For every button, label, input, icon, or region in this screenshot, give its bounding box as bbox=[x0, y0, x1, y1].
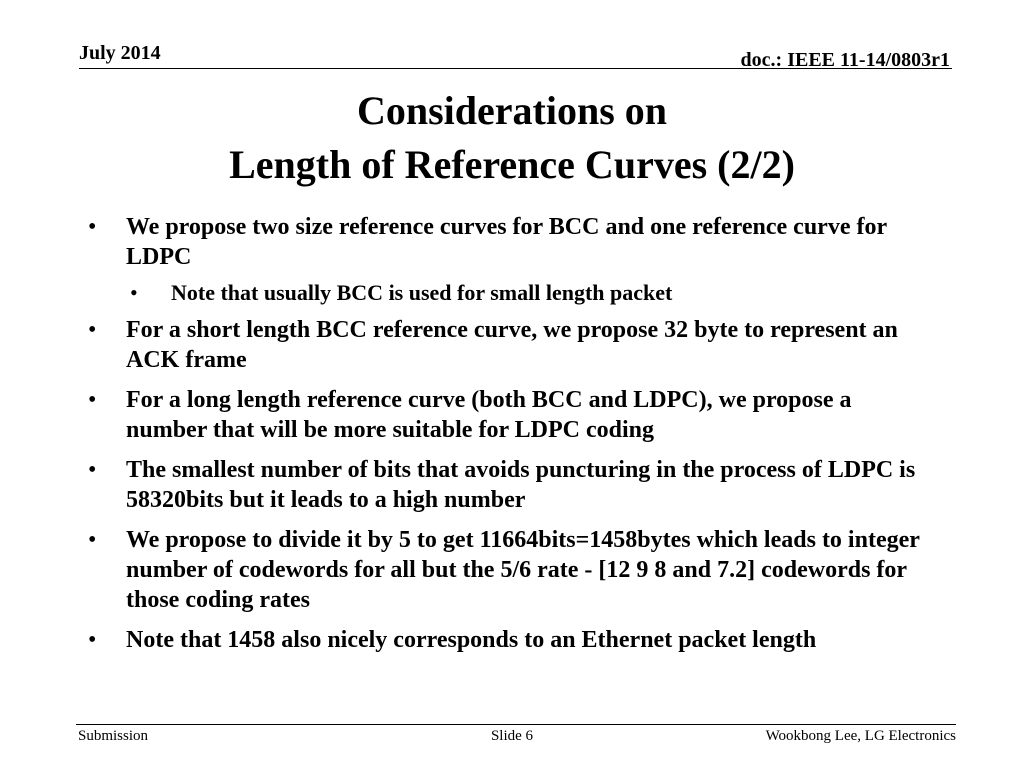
slide-title-line-1: Considerations on bbox=[356, 88, 668, 133]
footer-author: Wookbong Lee, LG Electronics bbox=[765, 728, 956, 744]
bullet-dot-icon: • bbox=[130, 280, 138, 305]
bullet-item bbox=[86, 212, 936, 272]
footer-slide-number: Slide 6 bbox=[490, 728, 534, 744]
slide-title bbox=[0, 84, 1024, 192]
bullet-dot-icon: • bbox=[88, 457, 97, 483]
footer-submission: Submission bbox=[78, 728, 149, 744]
bullet-item bbox=[86, 385, 936, 445]
bullet-item bbox=[86, 315, 936, 375]
bullet-text: The smallest number of bits that avoids puncturing in the process of LDPC is 58320bits but it leads to a high number bbox=[126, 457, 916, 513]
bullet-text: We propose to divide it by 5 to get 11664bits=1458bytes which leads to integer number of codewords for all but the 5/6 rate - [12 9 8 and 7.2] codewords for those coding rates bbox=[126, 527, 920, 613]
bullet-item bbox=[86, 525, 936, 615]
sub-bullet-item bbox=[86, 279, 936, 307]
bullet-dot-icon: • bbox=[88, 317, 97, 343]
header-doc-id: doc.: IEEE 11-14/0803r1 bbox=[740, 49, 950, 71]
footer-divider bbox=[76, 724, 956, 725]
bullet-text: We propose two size reference curves for BCC and one reference curve for LDPC bbox=[126, 214, 887, 270]
bullet-dot-icon: • bbox=[88, 214, 97, 240]
bullet-item bbox=[86, 455, 936, 515]
bullet-dot-icon: • bbox=[88, 387, 97, 413]
bullet-text: Note that 1458 also nicely corresponds to an Ethernet packet length bbox=[126, 627, 817, 653]
bullet-item bbox=[86, 625, 936, 655]
bullet-dot-icon: • bbox=[88, 527, 97, 553]
header-date: July 2014 bbox=[79, 42, 161, 64]
bullet-text: For a long length reference curve (both BCC and LDPC), we propose a number that will be more suitable for LDPC coding bbox=[126, 387, 852, 443]
slide-title-line-2: Length of Reference Curves (2/2) bbox=[229, 142, 795, 187]
bullet-text: Note that usually BCC is used for small length packet bbox=[171, 280, 673, 305]
bullet-text: For a short length BCC reference curve, we propose 32 byte to represent an ACK frame bbox=[126, 317, 898, 373]
bullet-list bbox=[86, 212, 936, 665]
bullet-dot-icon: • bbox=[88, 627, 97, 653]
header-divider bbox=[79, 68, 952, 69]
